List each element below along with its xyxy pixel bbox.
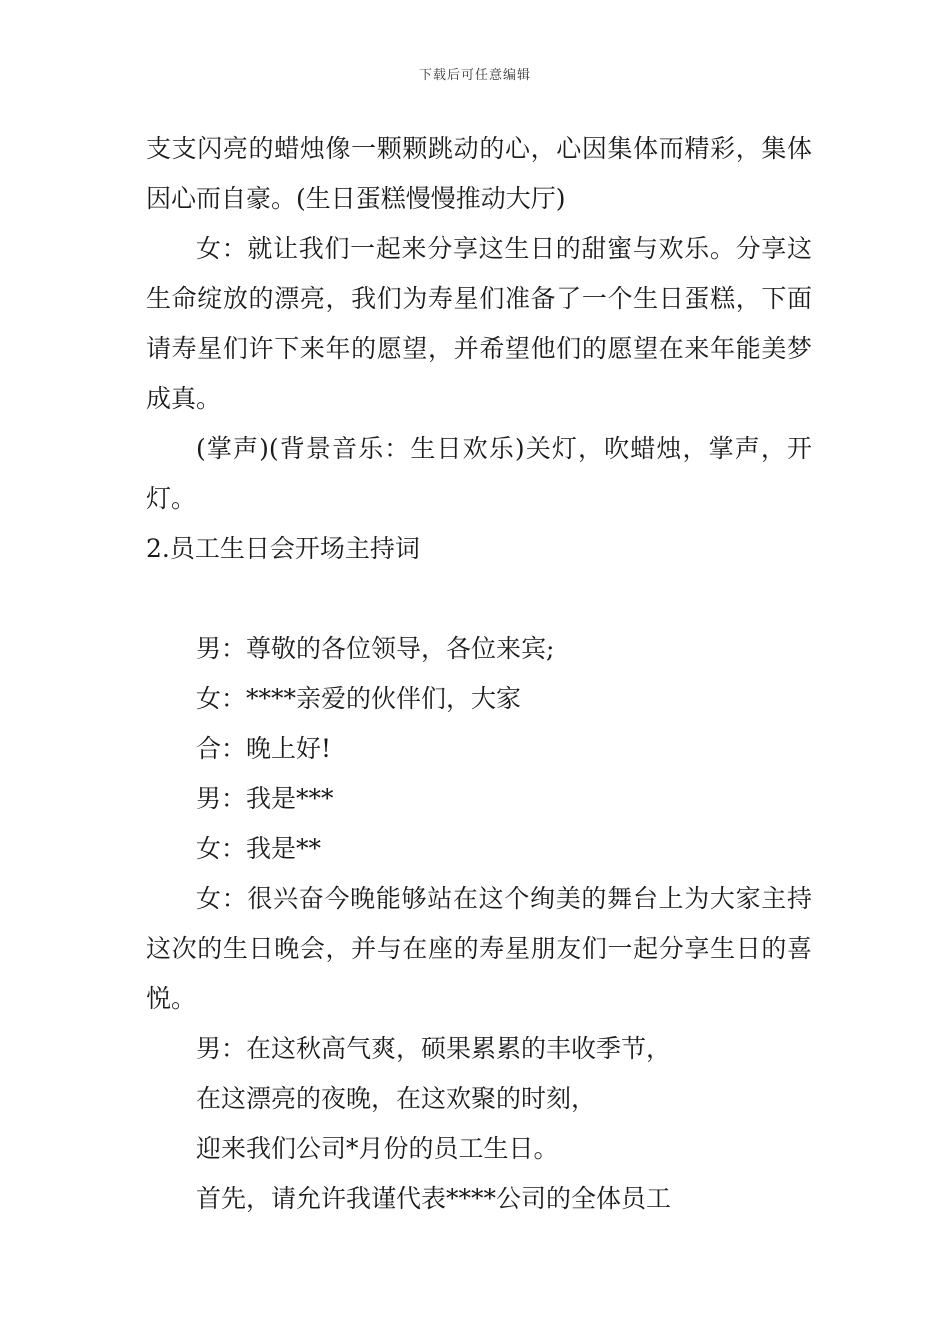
dialogue-line: 在这漂亮的夜晚，在这欢聚的时刻， bbox=[196, 1084, 597, 1113]
dialogue-line: 女：我是** bbox=[196, 834, 322, 863]
dialogue-line: 首先，请允许我谨代表****公司的全体员工 bbox=[196, 1184, 672, 1213]
section-heading: 2.员工生日会开场主持词 bbox=[146, 534, 420, 563]
dialogue-line: 迎来我们公司*月份的员工生日。 bbox=[196, 1134, 559, 1163]
dialogue-line: 男：尊敬的各位领导，各位来宾; bbox=[196, 634, 555, 663]
dialogue-line: 男：我是*** bbox=[196, 784, 334, 813]
dialogue-line: 女：****亲爱的伙伴们，大家 bbox=[196, 684, 522, 713]
dialogue-line: 合：晚上好! bbox=[196, 734, 332, 763]
document-body bbox=[146, 124, 812, 1224]
paragraph-female-excited: 女：很兴奋今晚能够站在这个绚美的舞台上为大家主持这次的生日晚会，并与在座的寿星朋友们一起分享生日的喜悦。 bbox=[146, 884, 812, 1013]
paragraph-stage-direction: (掌声)(背景音乐：生日欢乐)关灯，吹蜡烛，掌声，开灯。 bbox=[146, 434, 812, 513]
paragraph-female-share: 女：就让我们一起来分享这生日的甜蜜与欢乐。分享这生命绽放的漂亮，我们为寿星们准备了一个生日蛋糕，下面请寿星们许下来年的愿望，并希望他们的愿望在来年能美梦成真。 bbox=[146, 234, 812, 413]
page-header: 下载后可任意编辑 bbox=[418, 68, 531, 83]
paragraph-candles: 支支闪亮的蜡烛像一颗颗跳动的心，心因集体而精彩，集体因心而自豪。(生日蛋糕慢慢推动大厅) bbox=[146, 134, 812, 213]
dialogue-line: 男：在这秋高气爽，硕果累累的丰收季节， bbox=[196, 1034, 672, 1063]
blank-line bbox=[146, 574, 812, 624]
